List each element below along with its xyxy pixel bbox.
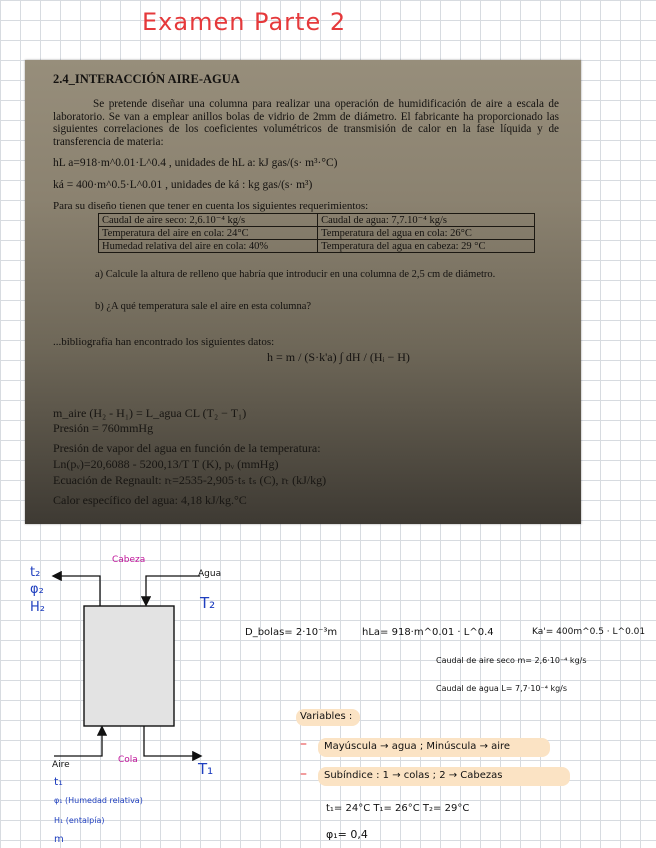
question-a: a) Calcule la altura de relleno que habría que introducir en una columna de 2,5 cm de diámetro. [95, 269, 496, 280]
note-phi1: φ₁= 0,4 [326, 828, 368, 841]
note-ka: Ka'= 400m^0.5 · L^0.01 [532, 627, 646, 637]
label-cabeza: Cabeza [112, 555, 146, 565]
table-row [99, 240, 535, 253]
height-equation: h = m / (S·k'a) ∫ dH / (Hᵢ − H) [267, 350, 410, 364]
table-cell: Caudal de aire seco: 2,6.10⁻⁴ kg/s [99, 214, 318, 227]
label-cola: Cola [118, 755, 138, 765]
bibliography-intro: ...bibliografía han encontrado los siguientes datos: [53, 336, 275, 348]
variables-title: Variables : [300, 711, 353, 722]
table-cell: Temperatura del agua en cola: 26°C [318, 227, 535, 240]
var-T2: T₂ [200, 594, 216, 612]
energy-balance: m_aire (H₂ - H₁) = L_agua CL (T₂ − T₁) [53, 406, 247, 420]
var-m: m [54, 834, 64, 845]
note-temps: t₁= 24°C T₁= 26°C T₂= 29°C [326, 803, 470, 814]
requirements-table [98, 213, 535, 253]
bullet-2: – [300, 766, 307, 782]
regnault-equation: Ecuación de Regnault: rₜ=2535-2,905·tₛ tₛ (C), rₜ (kJ/kg) [53, 473, 327, 487]
specific-heat: Calor específico del agua: 4,18 kJ/kg.°C [53, 493, 247, 507]
note-d-bolas: D_bolas= 2·10⁻³m [245, 627, 338, 638]
problem-paragraph: Se pretende diseñar una columna para realizar una operación de humidificación de aire a escala de laboratorio. Se van a emplear anillos bolas de vidrio de 2mm de diámetro. El fabricante ha proporcionado las siguientes correlaciones de los coeficientes volumétricos de transmisión de calor en la fase líquida y de transferencia de materia: [53, 98, 559, 148]
section-heading: 2.4_INTERACCIÓN AIRE-AGUA [53, 72, 240, 86]
table-cell: Humedad relativa del aire en cola: 40% [99, 240, 318, 253]
note-caudal-agua: Caudal de agua L= 7,7·10⁻⁴ kg/s [436, 684, 568, 693]
column-diagram [40, 560, 240, 770]
table-cell: Temperatura del aire en cola: 24°C [99, 227, 318, 240]
formula-hla: hL a=918·m^0.01·L^0.4 , unidades de hL a: kJ gas/(s· m³·°C) [53, 157, 338, 169]
page-title: Examen Parte 2 [142, 8, 347, 36]
air-out-arrow [54, 576, 100, 606]
requirements-intro: Para su diseño tienen que tener en cuenta los siguientes requerimientos: [53, 200, 369, 212]
note-var2: Subíndice : 1 → colas ; 2 → Cabezas [324, 770, 503, 781]
note-hla: hLa= 918·m^0.01 · L^0.4 [362, 627, 494, 638]
table-row [99, 227, 535, 240]
var-phi1: φ₁ (Humedad relativa) [54, 796, 143, 805]
note-var1: Mayúscula → agua ; Minúscula → aire [324, 741, 511, 752]
var-t1: t₁ [54, 775, 63, 788]
var-t2: t₂ [30, 565, 41, 580]
var-h1: H₁ (entalpía) [54, 816, 105, 825]
air-in-arrow [54, 728, 102, 756]
formula-ka: ká = 400·m^0.5·L^0.01 , unidades de ká : kg gas/(s· m³) [53, 179, 313, 191]
label-aire: Aire [52, 760, 70, 770]
var-phi2: φ₂ [30, 582, 44, 597]
bullet-1: – [300, 736, 307, 752]
table-cell: Temperatura del agua en cabeza: 29 °C [318, 240, 535, 253]
question-b: b) ¿A qué temperatura sale el aire en esta columna? [95, 301, 312, 312]
table-cell: Caudal de agua: 7,7.10⁻⁴ kg/s [318, 214, 535, 227]
water-out-arrow [144, 726, 200, 756]
water-in-arrow [146, 576, 200, 604]
label-agua: Agua [198, 569, 222, 579]
var-h2: H₂ [30, 600, 45, 615]
var-T1: T₁ [198, 760, 214, 778]
problem-photo [25, 60, 581, 524]
note-caudal-aire: Caudal de aire seco m= 2,6·10⁻⁴ kg/s [436, 656, 587, 665]
pressure-line: Presión = 760mmHg [53, 421, 154, 435]
table-row [99, 214, 535, 227]
vapor-pressure-equation: Ln(pᵥ)=20,6088 - 5200,13/T T (K), pᵥ (mmHg) [53, 457, 279, 471]
vapor-pressure-label: Presión de vapor del agua en función de la temperatura: [53, 441, 321, 455]
column-body [84, 606, 174, 726]
